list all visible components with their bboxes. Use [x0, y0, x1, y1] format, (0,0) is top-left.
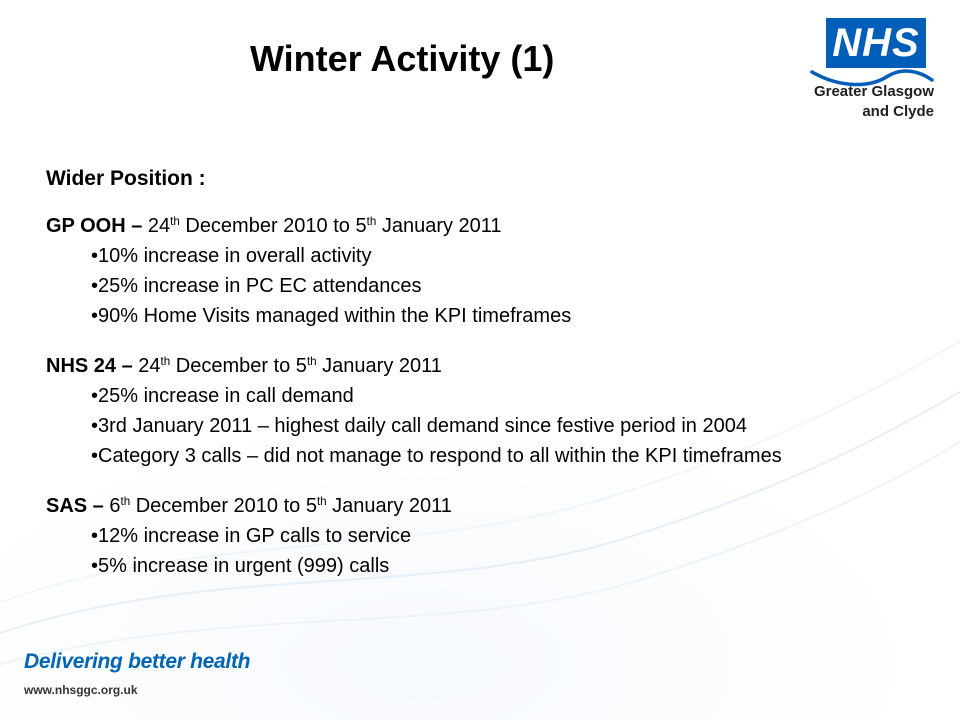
section-gp-ooh: [46, 211, 926, 331]
ordinal-suffix: th: [306, 354, 317, 368]
body-heading: Wider Position :: [46, 167, 206, 190]
bullet-item: • 3rd January 2011 – highest daily call demand since festive period in 2004: [91, 411, 926, 441]
section-heading: [46, 351, 926, 381]
ordinal-suffix: th: [170, 214, 180, 228]
bullet-item: • 90% Home Visits managed within the KPI timeframes: [91, 301, 926, 331]
bullet-item: • Category 3 calls – did not manage to respond to all within the KPI timeframes: [91, 441, 926, 471]
date-part: January 2011: [376, 215, 502, 237]
logo-text-greater-glasgow: Greater Glasgow: [813, 83, 934, 100]
bullet-item: • 25% increase in call demand: [91, 381, 926, 411]
bullet-item: • 12% increase in GP calls to service: [91, 521, 926, 551]
ordinal-suffix: th: [160, 354, 171, 368]
nhs-logo: [806, 18, 934, 122]
date-part: 6: [103, 495, 121, 517]
logo-text-and-clyde: and Clyde: [862, 103, 934, 120]
slide-title: Winter Activity (1): [250, 38, 555, 79]
section-label: NHS 24 –: [46, 355, 133, 377]
bullet-list: [46, 381, 926, 471]
date-part: January 2011: [316, 355, 442, 377]
date-part: January 2011: [326, 495, 452, 517]
bullet-list: [46, 521, 926, 581]
ordinal-suffix: th: [120, 494, 131, 508]
nhs-logo-box: [826, 18, 926, 68]
date-part: December 2010 to 5: [179, 215, 367, 237]
section-heading: [46, 211, 926, 241]
section-label: GP OOH –: [46, 215, 143, 237]
ordinal-suffix: th: [366, 214, 377, 228]
section-sas: [46, 491, 926, 581]
date-part: December to 5: [170, 355, 307, 377]
date-part: December 2010 to 5: [130, 495, 317, 517]
footer-tagline: Delivering better health: [24, 650, 251, 673]
section-label: SAS –: [46, 495, 104, 517]
slide-body: [46, 162, 926, 581]
bullet-list: [46, 241, 926, 331]
footer-url-link[interactable]: www.nhsggc.org.uk: [24, 683, 138, 697]
date-part: 24: [132, 355, 161, 377]
date-part: 24: [142, 215, 171, 237]
bullet-item: • 5% increase in urgent (999) calls: [91, 551, 926, 581]
section-heading: [46, 491, 926, 521]
bullet-item: • 25% increase in PC EC attendances: [91, 271, 926, 301]
ordinal-suffix: th: [316, 494, 327, 508]
section-nhs-24: [46, 351, 926, 471]
nhs-logo-mark: NHS: [832, 21, 920, 65]
bullet-item: • 10% increase in overall activity: [91, 241, 926, 271]
